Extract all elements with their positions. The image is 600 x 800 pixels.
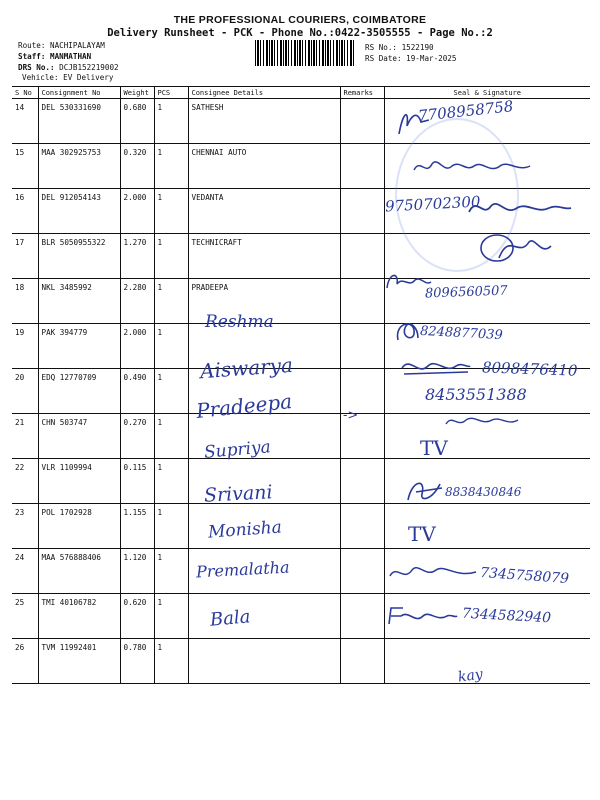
rs-date-line: RS Date: 19-Mar-2025 [365,54,457,63]
cell-sno: 18 [12,279,38,324]
cell-remarks [340,594,384,639]
cell-consignment-no: DEL 912054143 [38,189,120,234]
signature-scribble [395,104,435,140]
cell-consignment-no: EDQ 12770709 [38,369,120,414]
cell-sno: 24 [12,549,38,594]
handwritten-name: Reshma [205,312,274,332]
cell-consignee: CHENNAI AUTO [188,144,340,189]
cell-weight: 0.620 [120,594,154,639]
cell-consignment-no: PAK 394779 [38,324,120,369]
signature-scribble [442,408,522,432]
cell-sno: 14 [12,99,38,144]
cell-remarks [340,324,384,369]
handwritten-name: Bala [209,606,252,631]
cell-sno: 19 [12,324,38,369]
cell-consignee: PRADEEPA [188,279,340,324]
cell-consignment-no: MAA 576888406 [38,549,120,594]
handwritten-name: Aiswarya [199,352,294,384]
cell-remarks [340,234,384,279]
cell-weight: 1.155 [120,504,154,549]
cell-consignment-no: TVM 11992401 [38,639,120,684]
company-title: THE PROFESSIONAL COURIERS, COIMBATORE [173,14,427,26]
signature-scribble [386,556,481,586]
cell-weight: 0.680 [120,99,154,144]
col-consignment: Consignment No [38,87,120,99]
cell-sno: 25 [12,594,38,639]
cell-pcs: 1 [154,279,188,324]
cell-weight: 0.115 [120,459,154,504]
handwritten-phone: 8098476410 [481,358,578,380]
cell-pcs: 1 [154,549,188,594]
handwritten-phone: 7708958758 [417,97,515,125]
vehicle-line: Vehicle: EV Delivery [22,73,114,82]
col-weight: Weight [120,87,154,99]
signature-scribble [383,268,433,294]
cell-weight: 0.320 [120,144,154,189]
col-remarks: Remarks [340,87,384,99]
cell-pcs: 1 [154,414,188,459]
route-value: NACHIPALAYAM [50,41,105,50]
cell-consignee: TECHNICRAFT [188,234,340,279]
col-pcs: PCS [154,87,188,99]
cell-pcs: 1 [154,189,188,234]
cell-weight: 0.270 [120,414,154,459]
cell-pcs: 1 [154,639,188,684]
cell-remarks [340,459,384,504]
cell-consignee [188,639,340,684]
col-seal-signature: Seal & Signature [384,87,590,99]
cell-remarks [340,279,384,324]
cell-remarks [340,504,384,549]
handwritten-phone: 8248877039 [419,323,504,344]
route-line: Route: NACHIPALAYAM [18,41,105,50]
barcode [255,40,355,66]
cell-consignment-no: BLR 5050955322 [38,234,120,279]
signature-scribble [392,316,422,346]
col-consignee: Consignee Details [188,87,340,99]
cell-seal-signature [384,639,590,684]
cell-weight: 2.280 [120,279,154,324]
table-row [12,504,590,549]
cell-remarks [340,144,384,189]
handwritten-name: Supriya [203,437,272,463]
cell-sno: 26 [12,639,38,684]
cell-sno: 21 [12,414,38,459]
cell-pcs: 1 [154,144,188,189]
handwritten-phone: 8096560507 [424,283,508,302]
table-header-row [12,87,590,99]
handwritten-name: Monisha [207,517,283,543]
cell-pcs: 1 [154,324,188,369]
drs-value: DCJB152219002 [59,63,119,72]
cell-weight: 0.490 [120,369,154,414]
handwritten-phone: 8453551388 [425,385,527,404]
cell-sno: 15 [12,144,38,189]
cell-consignment-no: CHN 503747 [38,414,120,459]
cell-weight: 2.000 [120,189,154,234]
signature-scribble [465,192,575,222]
handwritten-phone: 7344582940 [461,605,552,627]
cell-consignment-no: TMI 40106782 [38,594,120,639]
handwritten-phone: 8838430846 [445,485,522,499]
signature-scribble [402,474,446,508]
cell-consignment-no: NKL 3485992 [38,279,120,324]
cell-weight: 2.000 [120,324,154,369]
cell-consignment-no: POL 1702928 [38,504,120,549]
remark-arrow: -> [343,408,359,423]
staff-line: Staff: MANMATHAN [18,52,92,61]
handwritten-phone: 9750702300 [384,192,481,216]
staff-value: MANMATHAN [50,52,92,61]
vehicle-value: EV Delivery [63,73,114,82]
handwritten-phone: 7345758079 [479,564,570,588]
signature-tamil [410,152,540,182]
table-row [12,639,590,684]
handwritten-mark: TV [408,522,436,546]
handwritten-name: Premalatha [195,557,290,582]
cell-pcs: 1 [154,504,188,549]
cell-sno: 17 [12,234,38,279]
signature-scribble [398,354,473,378]
signature-scribble [385,602,460,628]
cell-remarks [340,639,384,684]
cell-sno: 16 [12,189,38,234]
cell-weight: 1.270 [120,234,154,279]
handwritten-name: Pradeepa [195,389,294,423]
runsheet-title: Delivery Runsheet - PCK - Phone No.:0422-3505555 - Page No.:2 [107,27,493,39]
cell-consignee: VEDANTA [188,189,340,234]
cell-remarks [340,189,384,234]
cell-pcs: 1 [154,99,188,144]
cell-weight: 1.120 [120,549,154,594]
col-sno: S No [12,87,38,99]
cell-weight: 0.780 [120,639,154,684]
cell-pcs: 1 [154,594,188,639]
cell-consignment-no: MAA 302925753 [38,144,120,189]
cell-sno: 22 [12,459,38,504]
handwritten-initials: kay [457,666,484,686]
cell-sno: 23 [12,504,38,549]
rs-no-value: 1522190 [401,43,434,52]
handwritten-mark: TV [420,436,448,460]
cell-pcs: 1 [154,459,188,504]
drs-line: DRS No.: DCJB152219002 [18,63,119,72]
cell-consignee: SATHESH [188,99,340,144]
rs-date-value: 19-Mar-2025 [406,54,457,63]
cell-pcs: 1 [154,234,188,279]
cell-consignment-no: VLR 1109994 [38,459,120,504]
cell-consignment-no: DEL 530331690 [38,99,120,144]
cell-remarks [340,549,384,594]
cell-sno: 20 [12,369,38,414]
cell-remarks [340,369,384,414]
rs-no-line: RS No.: 1522190 [365,43,434,52]
signature-scribble [475,228,555,268]
handwritten-name: Srivani [203,481,274,507]
cell-remarks [340,99,384,144]
cell-pcs: 1 [154,369,188,414]
